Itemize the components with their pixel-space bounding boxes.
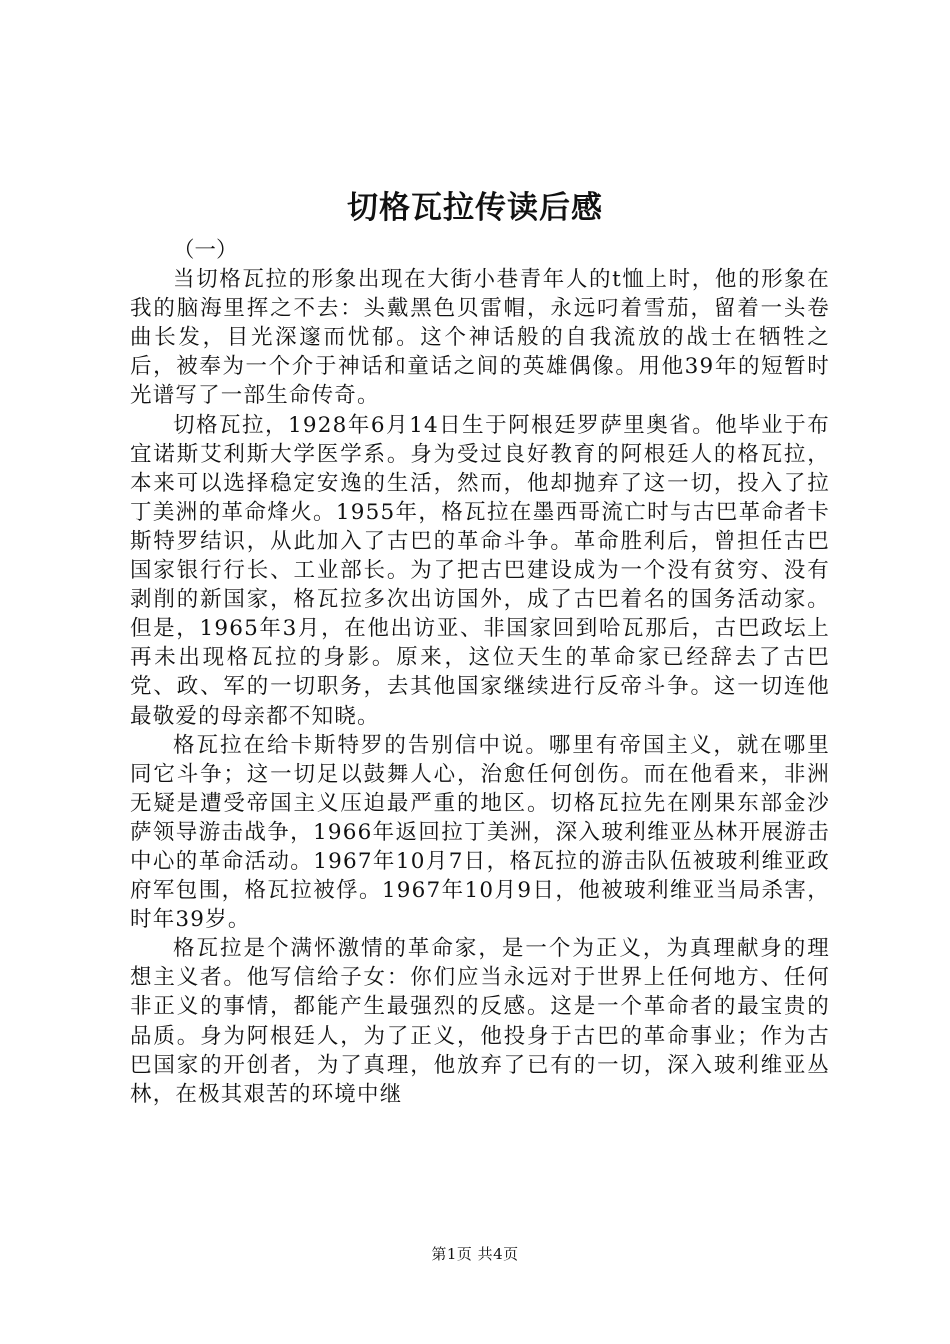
document-title: 切格瓦拉传读后感 [347,190,603,226]
page-number-footer: 第1页 共4页 [431,1245,519,1263]
document-body [130,236,830,1109]
paragraph-1: 当切格瓦拉的形象出现在大街小巷青年人的t恤上时，他的形象在我的脑海里挥之不去：头戴黑色贝雷帽，永远叼着雪茄，留着一头卷曲长发，目光深邃而忧郁。这个神话般的自我流放的战士在牺牲之后，被奉为一个介于神话和童话之间的英雄偶像。用他39年的短暂时光谱写了一部生命传奇。 [130,267,830,409]
paragraph-4: 格瓦拉是个满怀激情的革命家，是一个为正义，为真理献身的理想主义者。他写信给子女：你们应当永远对于世界上任何地方、任何非正义的事情，都能产生最强烈的反感。这是一个革命者的最宝贵的品质。身为阿根廷人，为了正义，他投身于古巴的革命事业；作为古巴国家的开创者，为了真理，他放弃了已有的一切，深入玻利维亚丛林，在极其艰苦的环境中继 [130,936,830,1107]
paragraph-3: 格瓦拉在给卡斯特罗的告别信中说。哪里有帝国主义，就在哪里同它斗争；这一切足以鼓舞人心，治愈任何创伤。而在他看来，非洲无疑是遭受帝国主义压迫最严重的地区。切格瓦拉先在刚果东部金沙萨领导游击战争，1966年返回拉丁美洲，深入玻利维亚丛林开展游击中心的革命活动。1967年10月7日，格瓦拉的游击队伍被玻利维亚政府军包围，格瓦拉被俘。1967年10月9日，他被玻利维亚当局杀害，时年39岁。 [130,732,830,933]
paragraph-2: 切格瓦拉，1928年6月14日生于阿根廷罗萨里奥省。他毕业于布宜诺斯艾利斯大学医学系。身为受过良好教育的阿根廷人的格瓦拉，本来可以选择稳定安逸的生活，然而，他却抛弃了这一切，投入了拉丁美洲的革命烽火。1955年，格瓦拉在墨西哥流亡时与古巴革命者卡斯特罗结识，从此加入了古巴的革命斗争。革命胜利后，曾担任古巴国家银行行长、工业部长。为了把古巴建设成为一个没有贫穷、没有剥削的新国家，格瓦拉多次出访国外，成了古巴着名的国务活动家。但是，1965年3月，在他出访亚、非国家回到哈瓦那后，古巴政坛上再未出现格瓦拉的身影。原来，这位天生的革命家已经辞去了古巴党、政、军的一切职务，去其他国家继续进行反帝斗争。这一切连他最敬爱的母亲都不知晓。 [130,412,830,729]
section-mark: （一） [173,238,238,263]
